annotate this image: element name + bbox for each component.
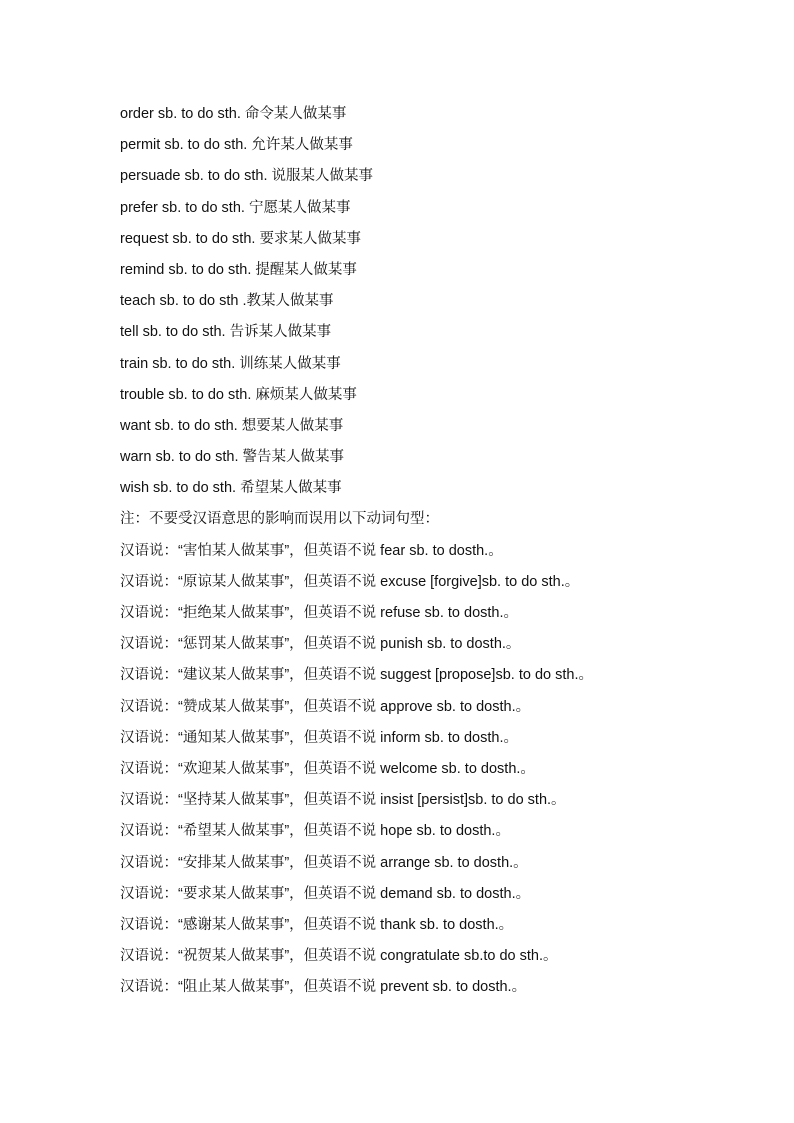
pattern-line-request: request sb. to do sth. 要求某人做某事 — [120, 230, 361, 247]
contrast-line-arrange: 汉语说：“安排某人做某事”，但英语不说 arrange sb. to dosth.。 — [120, 854, 528, 871]
contrast-line-prevent: 汉语说：“阻止某人做某事”，但英语不说 prevent sb. to dosth.。 — [120, 979, 527, 996]
pattern-line-tell: tell sb. to do sth. 告诉某人做某事 — [120, 324, 332, 341]
contrast-line-suggest: 汉语说：“建议某人做某事”，但英语不说 suggest [propose]sb. to do sth.。 — [120, 667, 593, 684]
contrast-line-welcome: 汉语说：“欢迎某人做某事”，但英语不说 welcome sb. to dosth.。 — [120, 760, 535, 777]
pattern-line-remind: remind sb. to do sth. 提醒某人做某事 — [120, 261, 357, 278]
pattern-line-order: order sb. to do sth. 命令某人做某事 — [120, 106, 347, 122]
contrast-line-hope: 汉语说：“希望某人做某事”，但英语不说 hope sb. to dosth.。 — [120, 823, 510, 840]
contrast-line-thank: 汉语说：“感谢某人做某事”，但英语不说 thank sb. to dosth.。 — [120, 916, 514, 933]
pattern-line-trouble: trouble sb. to do sth. 麻烦某人做某事 — [120, 386, 357, 403]
document-body — [120, 99, 740, 1003]
contrast-line-fear: 汉语说：“害怕某人做某事”，但英语不说 fear sb. to dosth.。 — [120, 542, 503, 559]
pattern-line-persuade: persuade sb. to do sth. 说服某人做某事 — [120, 168, 374, 185]
contrast-line-refuse: 汉语说：“拒绝某人做某事”，但英语不说 refuse sb. to dosth.。 — [120, 605, 519, 621]
pattern-line-want: want sb. to do sth. 想要某人做某事 — [120, 417, 344, 434]
pattern-line-wish: wish sb. to do sth. 希望某人做某事 — [120, 480, 342, 497]
contrast-line-demand: 汉语说：“要求某人做某事”，但英语不说 demand sb. to dosth.。 — [120, 885, 531, 902]
contrast-line-punish: 汉语说：“惩罚某人做某事”，但英语不说 punish sb. to dosth.。 — [120, 636, 521, 653]
pattern-line-prefer: prefer sb. to do sth. 宁愿某人做某事 — [120, 199, 351, 216]
contrast-line-insist: 汉语说：“坚持某人做某事”，但英语不说 insist [persist]sb. to do sth.。 — [120, 792, 566, 809]
note-line: 注：不要受汉语意思的影响而误用以下动词句型： — [120, 511, 439, 528]
contrast-line-inform: 汉语说：“通知某人做某事”，但英语不说 inform sb. to dosth.。 — [120, 729, 518, 746]
contrast-line-excuse: 汉语说：“原谅某人做某事”，但英语不说 excuse [forgive]sb. to do sth.。 — [120, 573, 580, 590]
pattern-line-warn: warn sb. to do sth. 警告某人做某事 — [120, 449, 345, 466]
pattern-line-teach: teach sb. to do sth .教某人做某事 — [120, 293, 334, 310]
contrast-line-approve: 汉语说：“赞成某人做某事”，但英语不说 approve sb. to dosth.。 — [120, 698, 531, 715]
pattern-line-train: train sb. to do sth. 训练某人做某事 — [120, 355, 341, 372]
contrast-line-congratulate: 汉语说：“祝贺某人做某事”，但英语不说 congratulate sb.to do sth.。 — [120, 948, 558, 965]
pattern-line-permit: permit sb. to do sth. 允许某人做某事 — [120, 137, 353, 154]
